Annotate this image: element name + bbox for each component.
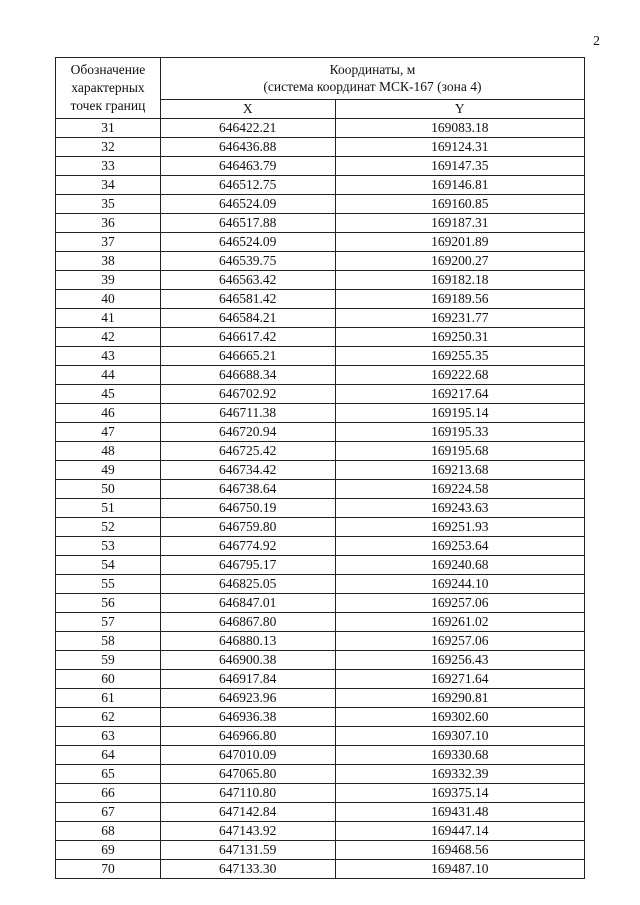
header-point-line-3: точек границ <box>70 98 146 113</box>
y-coordinate-cell: 169200.27 <box>335 252 584 271</box>
point-number-cell: 45 <box>56 385 161 404</box>
table-row <box>56 176 585 195</box>
x-coordinate-cell: 646936.38 <box>160 708 335 727</box>
x-coordinate-cell: 646463.79 <box>160 157 335 176</box>
x-coordinate-cell: 647131.59 <box>160 841 335 860</box>
point-number-cell: 63 <box>56 727 161 746</box>
table-row <box>56 461 585 480</box>
y-coordinate-cell: 169201.89 <box>335 233 584 252</box>
point-number-cell: 33 <box>56 157 161 176</box>
point-number-cell: 43 <box>56 347 161 366</box>
table-row <box>56 195 585 214</box>
x-coordinate-cell: 646759.80 <box>160 518 335 537</box>
x-coordinate-cell: 646584.21 <box>160 309 335 328</box>
point-number-cell: 56 <box>56 594 161 613</box>
y-coordinate-cell: 169195.68 <box>335 442 584 461</box>
y-coordinate-cell: 169261.02 <box>335 613 584 632</box>
x-coordinate-cell: 646711.38 <box>160 404 335 423</box>
table-row <box>56 537 585 556</box>
coordinates-table <box>55 57 585 879</box>
table-row <box>56 423 585 442</box>
point-number-cell: 41 <box>56 309 161 328</box>
point-number-cell: 66 <box>56 784 161 803</box>
y-coordinate-cell: 169124.31 <box>335 138 584 157</box>
point-number-cell: 52 <box>56 518 161 537</box>
table-row <box>56 518 585 537</box>
header-x: X <box>160 99 335 118</box>
y-coordinate-cell: 169213.68 <box>335 461 584 480</box>
header-point-designation <box>56 58 161 119</box>
y-coordinate-cell: 169195.14 <box>335 404 584 423</box>
point-number-cell: 67 <box>56 803 161 822</box>
y-coordinate-cell: 169253.64 <box>335 537 584 556</box>
x-coordinate-cell: 647065.80 <box>160 765 335 784</box>
y-coordinate-cell: 169257.06 <box>335 632 584 651</box>
x-coordinate-cell: 646966.80 <box>160 727 335 746</box>
table-row <box>56 214 585 233</box>
x-coordinate-cell: 646539.75 <box>160 252 335 271</box>
table-row <box>56 651 585 670</box>
point-number-cell: 58 <box>56 632 161 651</box>
x-coordinate-cell: 646617.42 <box>160 328 335 347</box>
point-number-cell: 64 <box>56 746 161 765</box>
point-number-cell: 38 <box>56 252 161 271</box>
point-number-cell: 61 <box>56 689 161 708</box>
y-coordinate-cell: 169332.39 <box>335 765 584 784</box>
y-coordinate-cell: 169487.10 <box>335 860 584 879</box>
table-row <box>56 347 585 366</box>
point-number-cell: 68 <box>56 822 161 841</box>
y-coordinate-cell: 169243.63 <box>335 499 584 518</box>
header-coordinates-system: (система координат МСК-167 (зона 4) <box>263 79 482 95</box>
table-row <box>56 271 585 290</box>
y-coordinate-cell: 169307.10 <box>335 727 584 746</box>
x-coordinate-cell: 646422.21 <box>160 119 335 138</box>
table-body <box>56 119 585 879</box>
x-coordinate-cell: 646750.19 <box>160 499 335 518</box>
y-coordinate-cell: 169240.68 <box>335 556 584 575</box>
header-coordinates <box>160 58 584 100</box>
y-coordinate-cell: 169222.68 <box>335 366 584 385</box>
table-row <box>56 803 585 822</box>
x-coordinate-cell: 646738.64 <box>160 480 335 499</box>
point-number-cell: 57 <box>56 613 161 632</box>
point-number-cell: 32 <box>56 138 161 157</box>
table-row <box>56 480 585 499</box>
table-row <box>56 366 585 385</box>
x-coordinate-cell: 646725.42 <box>160 442 335 461</box>
table-row <box>56 556 585 575</box>
point-number-cell: 60 <box>56 670 161 689</box>
table-row <box>56 328 585 347</box>
table-row <box>56 138 585 157</box>
y-coordinate-cell: 169147.35 <box>335 157 584 176</box>
table-row <box>56 860 585 879</box>
x-coordinate-cell: 646524.09 <box>160 195 335 214</box>
table-row <box>56 309 585 328</box>
point-number-cell: 34 <box>56 176 161 195</box>
y-coordinate-cell: 169195.33 <box>335 423 584 442</box>
x-coordinate-cell: 646867.80 <box>160 613 335 632</box>
x-coordinate-cell: 646917.84 <box>160 670 335 689</box>
x-coordinate-cell: 646581.42 <box>160 290 335 309</box>
table-row <box>56 499 585 518</box>
point-number-cell: 70 <box>56 860 161 879</box>
y-coordinate-cell: 169231.77 <box>335 309 584 328</box>
y-coordinate-cell: 169302.60 <box>335 708 584 727</box>
y-coordinate-cell: 169217.64 <box>335 385 584 404</box>
header-y: Y <box>335 99 584 118</box>
x-coordinate-cell: 646900.38 <box>160 651 335 670</box>
point-number-cell: 69 <box>56 841 161 860</box>
table-row <box>56 670 585 689</box>
y-coordinate-cell: 169468.56 <box>335 841 584 860</box>
x-coordinate-cell: 647133.30 <box>160 860 335 879</box>
x-coordinate-cell: 646720.94 <box>160 423 335 442</box>
point-number-cell: 39 <box>56 271 161 290</box>
point-number-cell: 50 <box>56 480 161 499</box>
table-row <box>56 765 585 784</box>
y-coordinate-cell: 169146.81 <box>335 176 584 195</box>
point-number-cell: 62 <box>56 708 161 727</box>
x-coordinate-cell: 646524.09 <box>160 233 335 252</box>
y-coordinate-cell: 169251.93 <box>335 518 584 537</box>
y-coordinate-cell: 169160.85 <box>335 195 584 214</box>
y-coordinate-cell: 169447.14 <box>335 822 584 841</box>
point-number-cell: 37 <box>56 233 161 252</box>
x-coordinate-cell: 646436.88 <box>160 138 335 157</box>
table-row <box>56 252 585 271</box>
x-coordinate-cell: 647110.80 <box>160 784 335 803</box>
y-coordinate-cell: 169083.18 <box>335 119 584 138</box>
x-coordinate-cell: 646563.42 <box>160 271 335 290</box>
x-coordinate-cell: 646923.96 <box>160 689 335 708</box>
header-point-line-1: Обозначение <box>70 62 146 77</box>
x-coordinate-cell: 646774.92 <box>160 537 335 556</box>
table-row <box>56 613 585 632</box>
y-coordinate-cell: 169271.64 <box>335 670 584 689</box>
y-coordinate-cell: 169431.48 <box>335 803 584 822</box>
x-coordinate-cell: 646688.34 <box>160 366 335 385</box>
table-row <box>56 632 585 651</box>
y-coordinate-cell: 169182.18 <box>335 271 584 290</box>
y-coordinate-cell: 169250.31 <box>335 328 584 347</box>
table-header <box>56 58 585 119</box>
point-number-cell: 65 <box>56 765 161 784</box>
x-coordinate-cell: 646512.75 <box>160 176 335 195</box>
point-number-cell: 48 <box>56 442 161 461</box>
page-number: 2 <box>593 34 600 49</box>
table-row <box>56 575 585 594</box>
x-coordinate-cell: 646665.21 <box>160 347 335 366</box>
point-number-cell: 31 <box>56 119 161 138</box>
table-row <box>56 385 585 404</box>
table-row <box>56 746 585 765</box>
x-coordinate-cell: 646517.88 <box>160 214 335 233</box>
table-row <box>56 708 585 727</box>
x-coordinate-cell: 646795.17 <box>160 556 335 575</box>
y-coordinate-cell: 169290.81 <box>335 689 584 708</box>
x-coordinate-cell: 646734.42 <box>160 461 335 480</box>
y-coordinate-cell: 169189.56 <box>335 290 584 309</box>
point-number-cell: 35 <box>56 195 161 214</box>
point-number-cell: 36 <box>56 214 161 233</box>
y-coordinate-cell: 169256.43 <box>335 651 584 670</box>
x-coordinate-cell: 646702.92 <box>160 385 335 404</box>
y-coordinate-cell: 169330.68 <box>335 746 584 765</box>
point-number-cell: 46 <box>56 404 161 423</box>
point-number-cell: 44 <box>56 366 161 385</box>
y-coordinate-cell: 169375.14 <box>335 784 584 803</box>
x-coordinate-cell: 646825.05 <box>160 575 335 594</box>
table-row <box>56 290 585 309</box>
point-number-cell: 53 <box>56 537 161 556</box>
table-row <box>56 841 585 860</box>
point-number-cell: 54 <box>56 556 161 575</box>
table-row <box>56 233 585 252</box>
x-coordinate-cell: 646847.01 <box>160 594 335 613</box>
y-coordinate-cell: 169244.10 <box>335 575 584 594</box>
point-number-cell: 59 <box>56 651 161 670</box>
header-coordinates-title: Координаты, м <box>329 62 416 78</box>
header-point-line-2: характерных <box>71 80 145 95</box>
point-number-cell: 51 <box>56 499 161 518</box>
x-coordinate-cell: 647010.09 <box>160 746 335 765</box>
table-row <box>56 689 585 708</box>
table-row <box>56 404 585 423</box>
table-row <box>56 119 585 138</box>
point-number-cell: 42 <box>56 328 161 347</box>
point-number-cell: 47 <box>56 423 161 442</box>
table-row <box>56 157 585 176</box>
x-coordinate-cell: 646880.13 <box>160 632 335 651</box>
x-coordinate-cell: 647142.84 <box>160 803 335 822</box>
y-coordinate-cell: 169255.35 <box>335 347 584 366</box>
table-row <box>56 822 585 841</box>
y-coordinate-cell: 169257.06 <box>335 594 584 613</box>
point-number-cell: 49 <box>56 461 161 480</box>
table-row <box>56 784 585 803</box>
point-number-cell: 40 <box>56 290 161 309</box>
x-coordinate-cell: 647143.92 <box>160 822 335 841</box>
y-coordinate-cell: 169224.58 <box>335 480 584 499</box>
table-row <box>56 442 585 461</box>
y-coordinate-cell: 169187.31 <box>335 214 584 233</box>
table-row <box>56 594 585 613</box>
table-row <box>56 727 585 746</box>
point-number-cell: 55 <box>56 575 161 594</box>
